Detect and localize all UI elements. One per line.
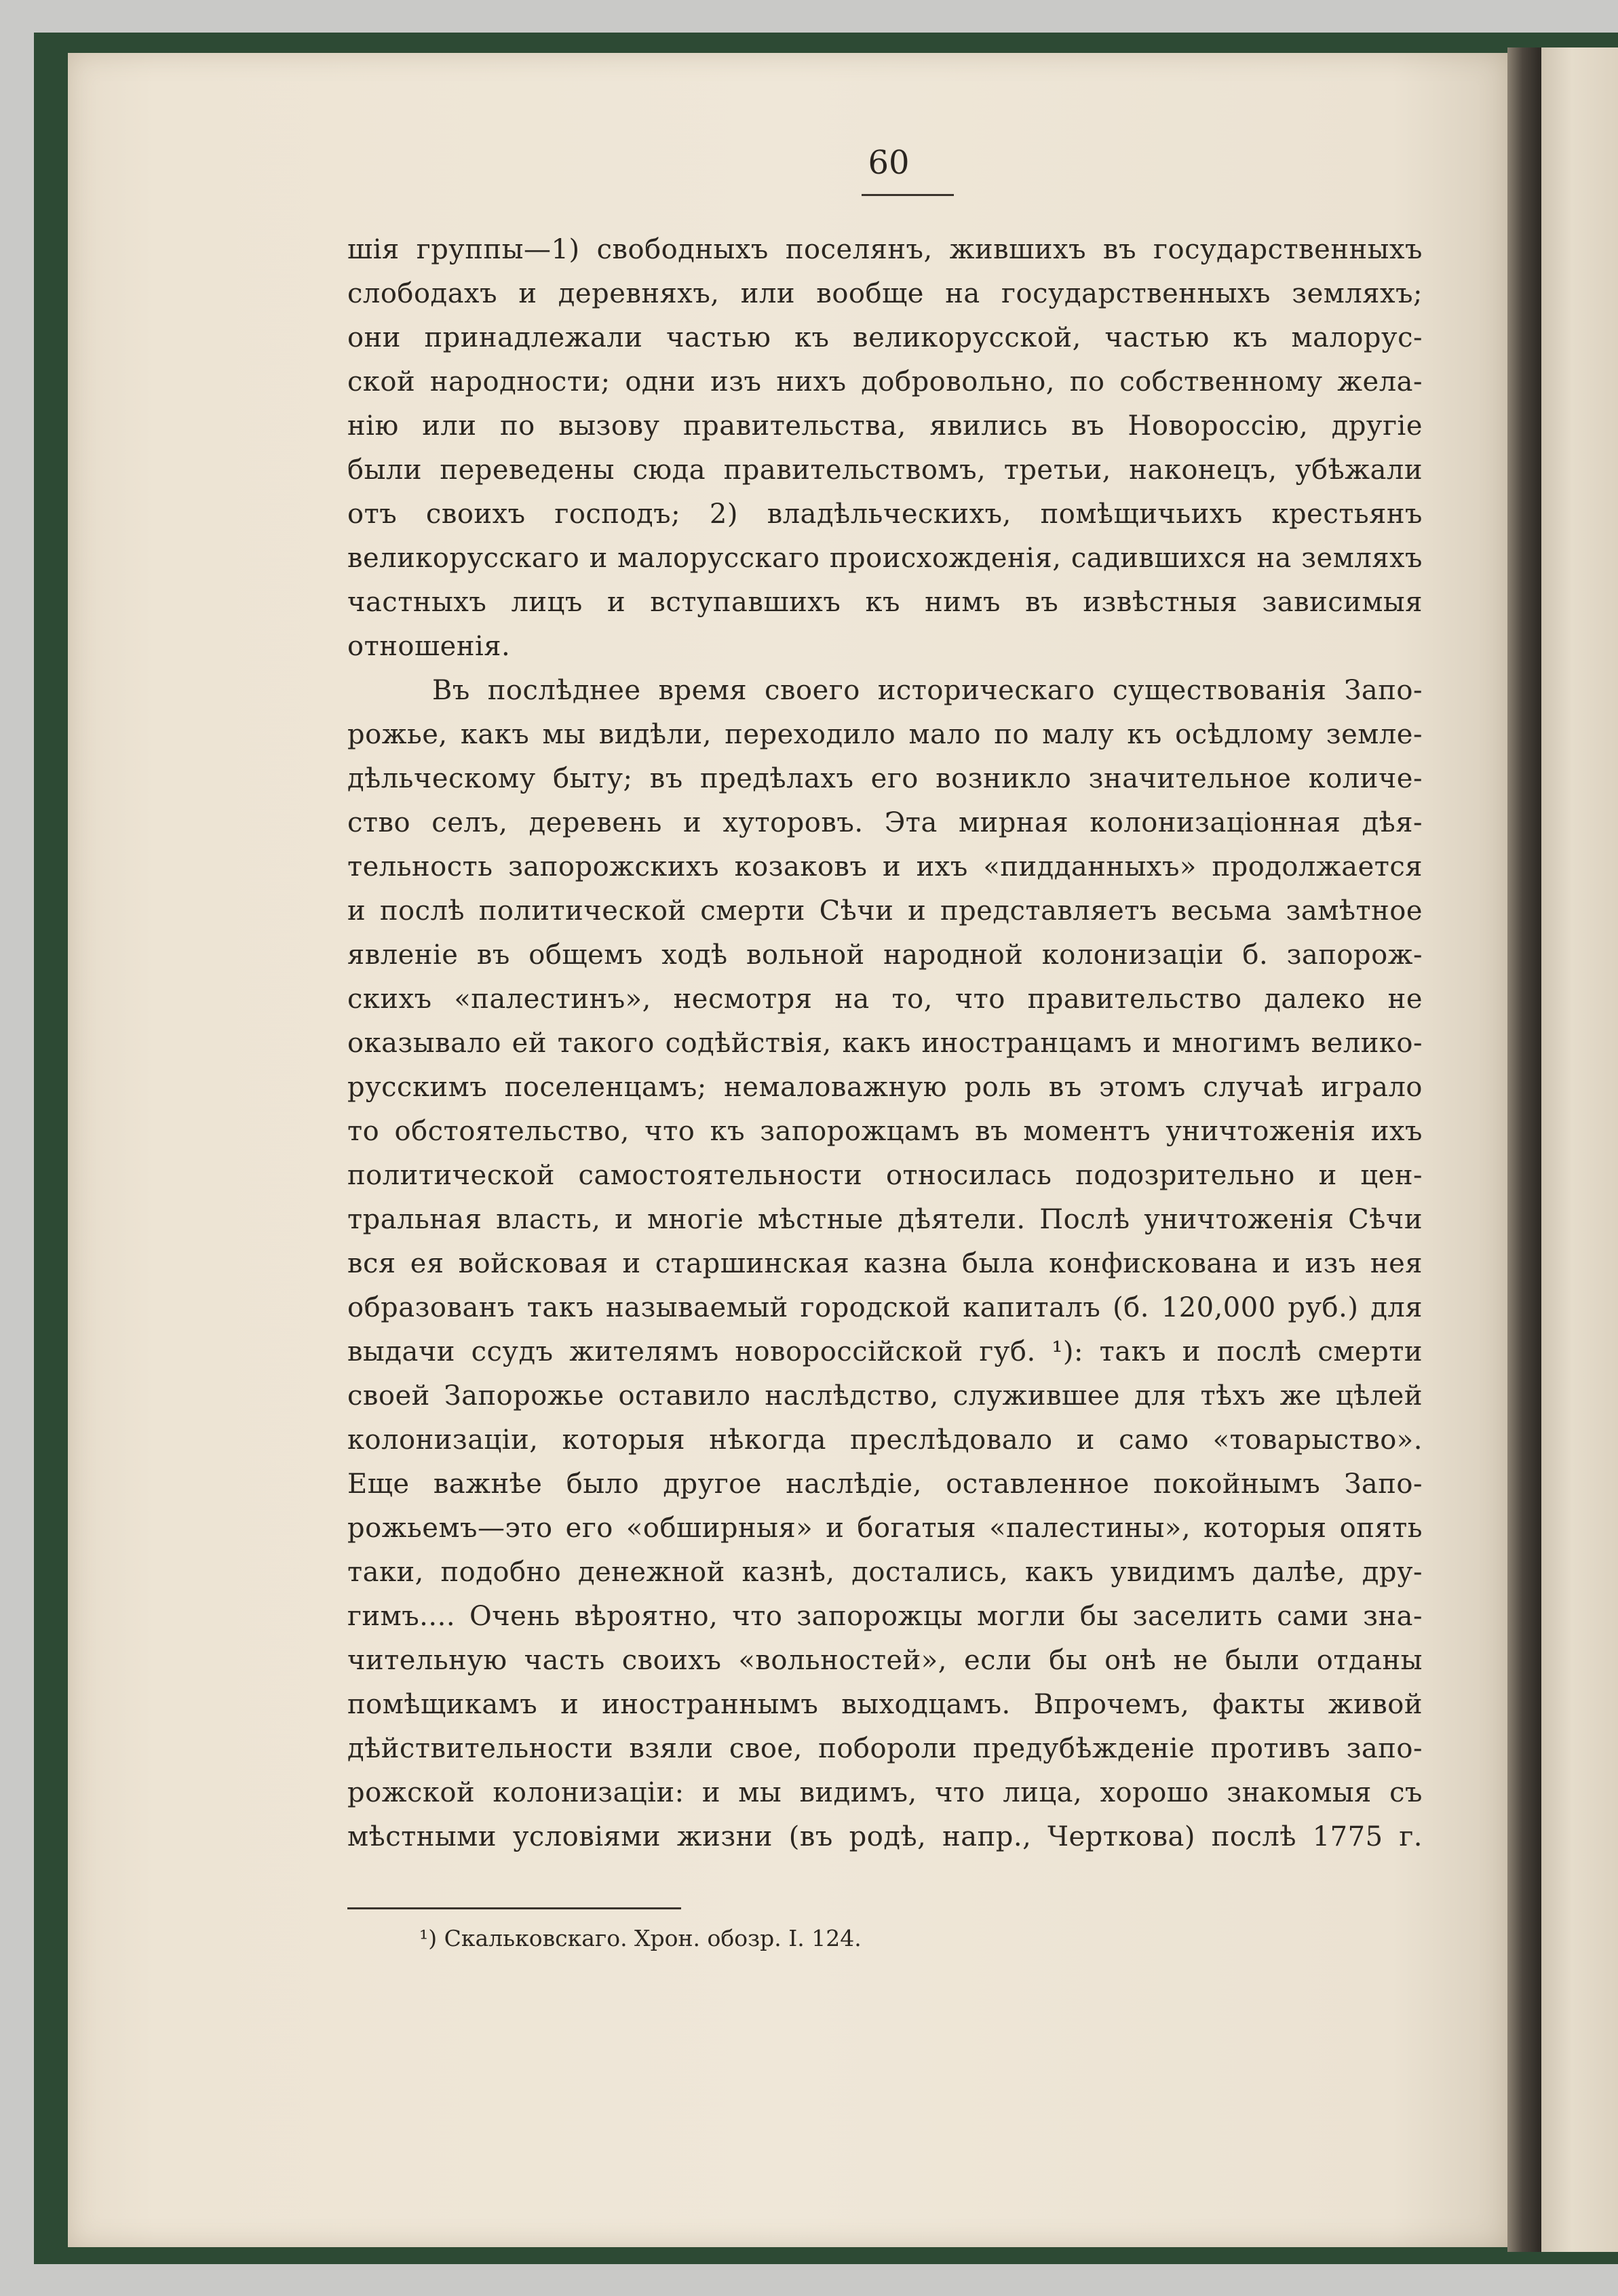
- text-line: слободахъ и деревняхъ, или вообще на государственныхъ земляхъ;: [347, 278, 1423, 309]
- text-line: мѣстными условіями жизни (въ родѣ, напр., Черткова) послѣ 1775 г.: [347, 1821, 1423, 1852]
- text-line: вся ея войсковая и старшинская казна была конфискована и изъ нея: [347, 1248, 1423, 1279]
- text-line: помѣщикамъ и иностраннымъ выходцамъ. Впрочемъ, факты живой: [347, 1689, 1423, 1720]
- text-line: тральная власть, и многіе мѣстные дѣятели. Послѣ уничтоженія Сѣчи: [347, 1204, 1423, 1235]
- text-line: выдачи ссудъ жителямъ новороссійской губ. ¹): такъ и послѣ смерти: [347, 1336, 1423, 1367]
- footnote-rule: [347, 1907, 681, 1909]
- footnote: ¹) Скальковскаго. Хрон. обозр. I. 124.: [419, 1925, 862, 1951]
- text-line: тельность запорожскихъ козаковъ и ихъ «пидданныхъ» продолжается: [347, 851, 1423, 882]
- text-line: ской народности; одни изъ нихъ добровольно, по собственному жела-: [347, 366, 1423, 397]
- text-line: рожье, какъ мы видѣли, переходило мало по малу къ осѣдлому земле-: [347, 719, 1423, 750]
- text-line: дѣйствительности взяли свое, побороли предубѣжденіе противъ запо-: [347, 1733, 1423, 1764]
- text-line: гимъ.... Очень вѣроятно, что запорожцы могли бы заселить сами зна-: [347, 1601, 1423, 1632]
- text-line: то обстоятельство, что къ запорожцамъ въ моментъ уничтоженія ихъ: [347, 1116, 1423, 1147]
- next-page-edge: [1541, 47, 1618, 2252]
- book-gutter: [1507, 47, 1541, 2252]
- text-line: и послѣ политической смерти Сѣчи и представляетъ весьма замѣтное: [347, 895, 1423, 927]
- text-line: явленіе въ общемъ ходѣ вольной народной колонизаціи б. запорож-: [347, 939, 1423, 971]
- paragraph-start-line: Въ послѣднее время своего историческаго существованія Запо-: [432, 675, 1423, 706]
- text-line: отъ своихъ господъ; 2) владѣльческихъ, помѣщичьихъ крестьянъ: [347, 499, 1423, 530]
- page-number-rule: [862, 194, 954, 196]
- text-line: оказывало ей такого содѣйствія, какъ иностранцамъ и многимъ велико-: [347, 1028, 1423, 1059]
- text-line: частныхъ лицъ и вступавшихъ къ нимъ въ извѣстныя зависимыя: [347, 587, 1423, 618]
- text-line: отношенія.: [347, 631, 511, 662]
- body-text: [347, 228, 1423, 1859]
- text-line: русскимъ поселенцамъ; немаловажную роль въ этомъ случаѣ играло: [347, 1072, 1423, 1103]
- text-line: они принадлежали частью къ великорусской, частью къ малорус-: [347, 322, 1423, 353]
- text-line: дѣльческому быту; въ предѣлахъ его возникло значительное количе-: [347, 763, 1423, 794]
- text-line: великорусскаго и малорусскаго происхожденія, садившихся на земляхъ: [347, 543, 1423, 574]
- text-line: шія группы—1) свободныхъ поселянъ, жившихъ въ государственныхъ: [347, 234, 1423, 265]
- text-line: таки, подобно денежной казнѣ, достались, какъ увидимъ далѣе, дру-: [347, 1557, 1423, 1588]
- page-number: 60: [868, 144, 910, 182]
- text-line: чительную часть своихъ «вольностей», если бы онѣ не были отданы: [347, 1645, 1423, 1676]
- text-line: колонизаціи, которыя нѣкогда преслѣдовало и само «товарыство».: [347, 1424, 1423, 1456]
- text-line: ство селъ, деревень и хуторовъ. Эта мирная колонизаціонная дѣя-: [347, 807, 1423, 838]
- text-line: образованъ такъ называемый городской капиталъ (б. 120,000 руб.) для: [347, 1292, 1423, 1323]
- text-line: скихъ «палестинъ», несмотря на то, что правительство далеко не: [347, 984, 1423, 1015]
- text-line: политической самостоятельности относилась подозрительно и цен-: [347, 1160, 1423, 1191]
- text-line: рожьемъ—это его «обширныя» и богатыя «палестины», которыя опять: [347, 1513, 1423, 1544]
- text-line: своей Запорожье оставило наслѣдство, служившее для тѣхъ же цѣлей: [347, 1380, 1423, 1412]
- text-line: были переведены сюда правительствомъ, третьи, наконецъ, убѣжали: [347, 454, 1423, 486]
- text-line: рожской колонизаціи: и мы видимъ, что лица, хорошо знакомыя съ: [347, 1777, 1423, 1808]
- text-line: Еще важнѣе было другое наслѣдіе, оставленное покойнымъ Запо-: [347, 1468, 1423, 1500]
- text-line: нію или по вызову правительства, явились въ Новороссію, другіе: [347, 410, 1423, 442]
